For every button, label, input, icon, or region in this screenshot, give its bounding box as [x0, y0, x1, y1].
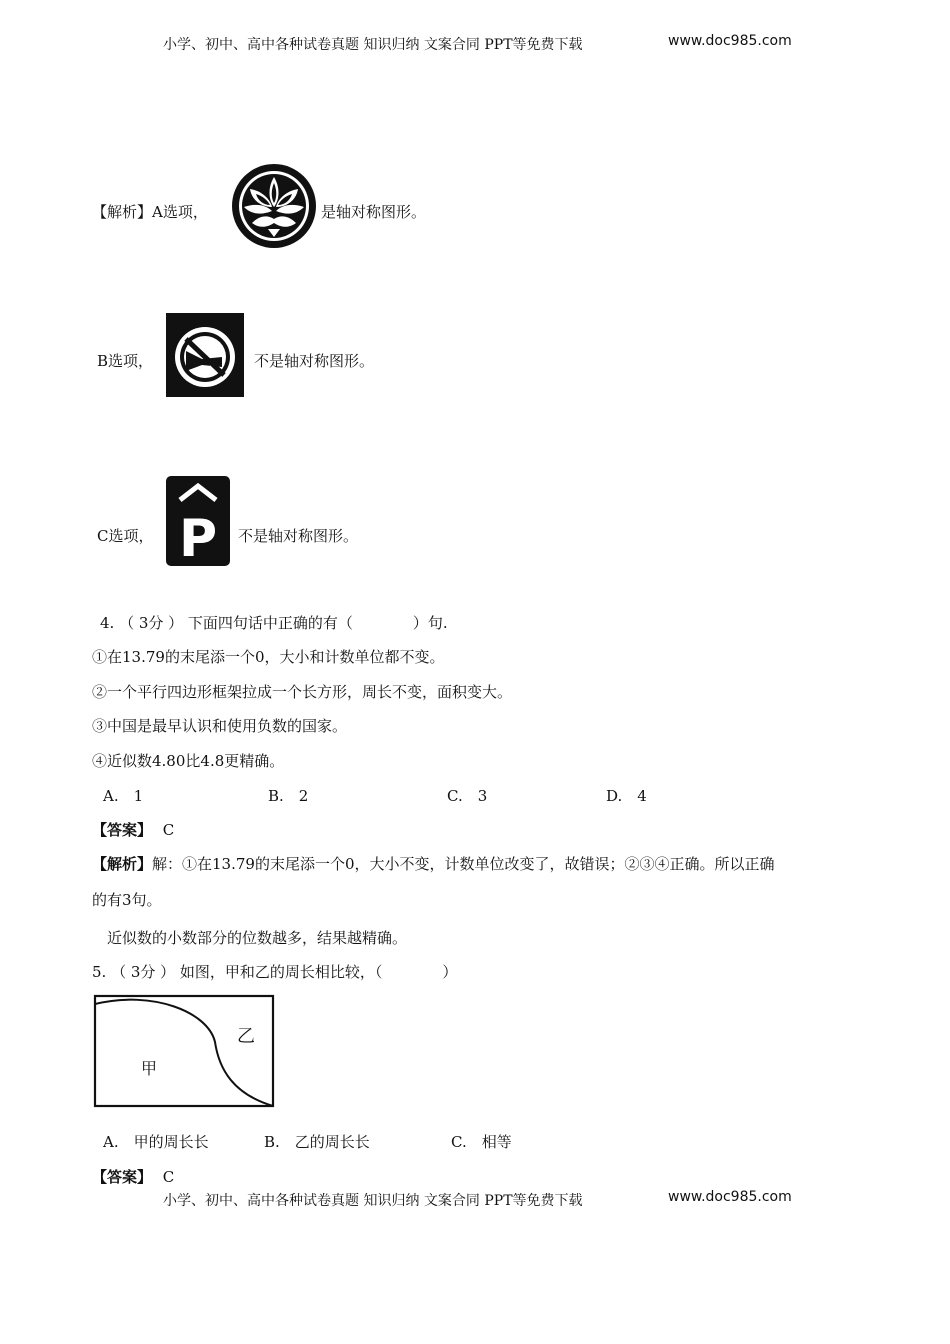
page-header [163, 34, 583, 54]
q5-option-b[interactable]: B. 乙的周长长 [264, 1133, 370, 1151]
q5-figure [93, 994, 277, 1110]
q4-option-c[interactable]: C. 3 [447, 787, 488, 805]
q5-answer-value: C [162, 1168, 175, 1186]
q4-answer-label: 【答案】 [92, 821, 153, 839]
q4-explanation-label: 【解析】 [92, 855, 153, 873]
q4-statement-3: ③中国是最早认识和使用负数的国家。 [92, 717, 348, 735]
footer-site-link[interactable]: www.doc985.com [668, 1189, 792, 1205]
q5-option-a[interactable]: A. 甲的周长长 [103, 1133, 209, 1151]
q5-answer [92, 1167, 174, 1187]
parking-letter: P [178, 509, 218, 566]
page-footer [163, 1190, 583, 1210]
q4-statement-4: ④近似数4.80比4.8更精确。 [92, 752, 285, 770]
q4-option-b[interactable]: B. 2 [268, 787, 309, 805]
q4-explanation-line-1 [92, 854, 775, 874]
q5-answer-label: 【答案】 [92, 1168, 153, 1186]
q4-answer [92, 820, 174, 840]
q4-statement-2: ②一个平行四边形框架拉成一个长方形，周长不变，面积变大。 [92, 683, 513, 701]
q5-option-c[interactable]: C. 相等 [451, 1133, 512, 1151]
q5-label-yi: 乙 [237, 1026, 255, 1047]
analysis-c-suffix: 不是轴对称图形。 [238, 527, 359, 545]
header-text: 小学、初中、高中各种试卷真题 知识归纳 文案合同 PPT等免费下载 [163, 37, 583, 53]
footer-site[interactable] [668, 1189, 792, 1205]
no-horn-sign-icon [166, 313, 244, 397]
analysis-b-suffix: 不是轴对称图形。 [254, 352, 375, 370]
q4-answer-value: C [162, 821, 175, 839]
header-site-link[interactable]: www.doc985.com [668, 33, 792, 49]
q4-explanation-line-3: 近似数的小数部分的位数越多，结果越精确。 [107, 929, 408, 947]
analysis-a-prefix: 【解析】A选项， [92, 203, 208, 221]
q5-label-jia: 甲 [140, 1059, 158, 1078]
parking-sign-icon [166, 476, 230, 566]
analysis-b-prefix: B选项， [97, 352, 154, 370]
q4-option-d[interactable]: D. 4 [606, 787, 647, 805]
q5-stem: 5. （ 3分 ） 如图，甲和乙的周长相比较，（ ） [92, 963, 458, 981]
q4-option-a[interactable]: A. 1 [103, 787, 144, 805]
header-site[interactable] [668, 33, 792, 49]
lotus-emblem-icon [228, 163, 320, 249]
q4-explanation-text: 解：①在13.79的末尾添一个0，大小不变，计数单位改变了，故错误；②③④正确。所以正确 [152, 855, 775, 873]
q4-stem: 4. （ 3分 ） 下面四句话中正确的有（ ）句. [100, 614, 448, 632]
q4-explanation-line-2: 的有3句。 [92, 891, 162, 909]
q4-statement-1: ①在13.79的末尾添一个0，大小和计数单位都不变。 [92, 648, 445, 666]
analysis-a-suffix: 是轴对称图形。 [321, 203, 427, 221]
analysis-c-prefix: C选项， [97, 527, 154, 545]
footer-text: 小学、初中、高中各种试卷真题 知识归纳 文案合同 PPT等免费下载 [163, 1193, 583, 1209]
